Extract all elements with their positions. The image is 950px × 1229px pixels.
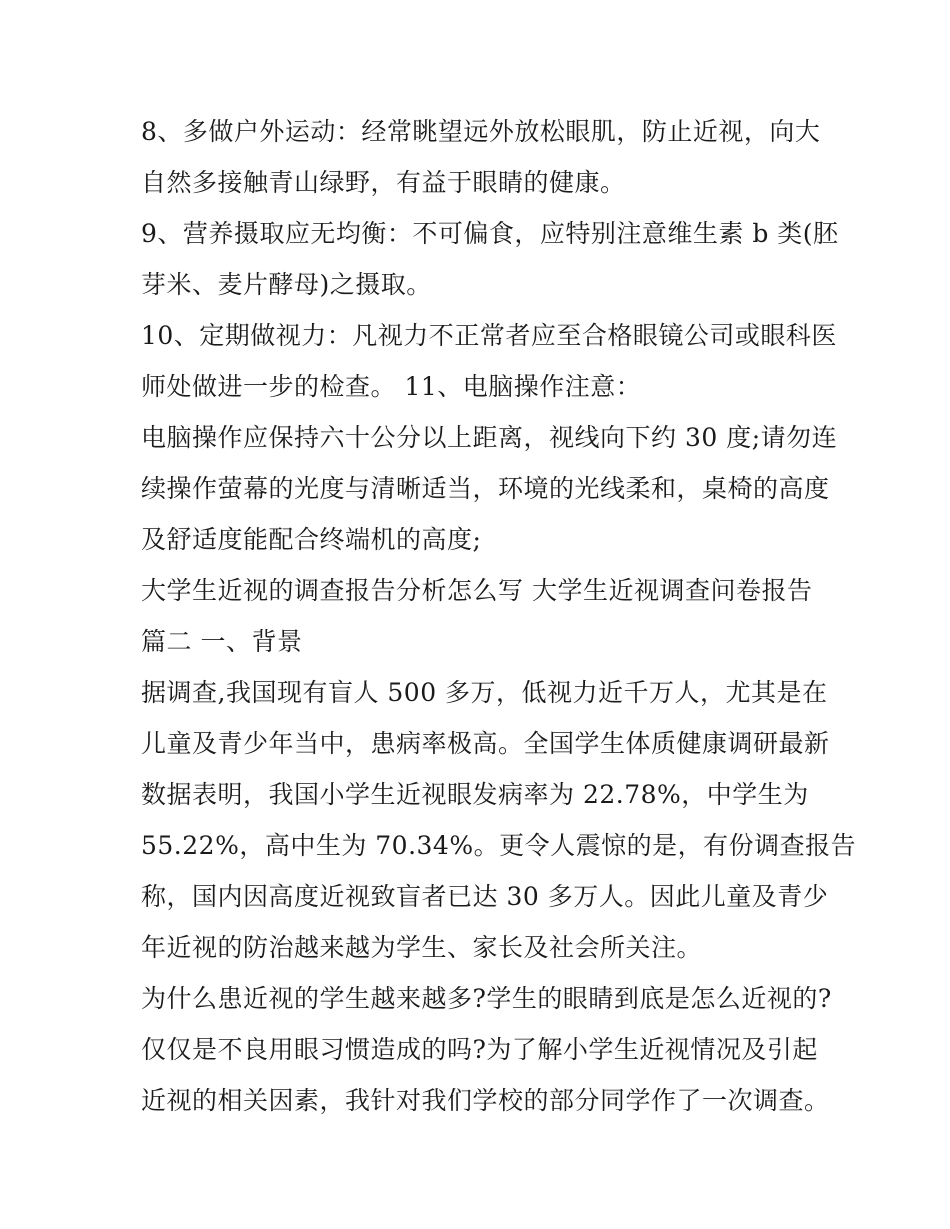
text-line: 9、营养摄取应无均衡：不可偏食，应特别注意维生素 b 类(胚 — [141, 219, 839, 248]
section-heading-line: 大学生近视的调查报告分析怎么写 大学生近视调查问卷报告 — [141, 576, 813, 605]
text-line: 8、多做户外运动：经常眺望远外放松眼肌，防止近视，向大 — [141, 117, 821, 146]
text-line: 及舒适度能配合终端机的高度; — [141, 525, 482, 554]
text-line: 仅仅是不良用眼习惯造成的吗?为了解小学生近视情况及引起 — [141, 1035, 818, 1064]
text-line: 10、定期做视力：凡视力不正常者应至合格眼镜公司或眼科医 — [141, 321, 837, 350]
text-line: 近视的相关因素，我针对我们学校的部分同学作了一次调查。 — [141, 1086, 830, 1115]
text-line: 年近视的防治越来越为学生、家长及社会所关注。 — [141, 933, 703, 962]
text-line: 数据表明，我国小学生近视眼发病率为 22.78%，中学生为 — [141, 780, 809, 809]
text-line: 儿童及青少年当中，患病率极高。全国学生体质健康调研最新 — [141, 729, 830, 758]
text-line: 续操作萤幕的光度与清晰适当，环境的光线柔和，桌椅的高度 — [141, 474, 830, 503]
text-line: 师处做进一步的检查。 11、电脑操作注意： — [141, 372, 642, 401]
text-line: 据调查,我国现有盲人 500 多万，低视力近千万人，尤其是在 — [141, 678, 828, 707]
text-line: 为什么患近视的学生越来越多?学生的眼睛到底是怎么近视的? — [141, 984, 832, 1013]
document-body — [141, 106, 857, 1126]
text-line: 芽米、麦片酵母)之摄取。 — [141, 270, 432, 299]
text-line: 称，国内因高度近视致盲者已达 30 多万人。因此儿童及青少 — [141, 882, 829, 911]
text-line: 55.22%，高中生为 70.34%。更令人震惊的是，有份调查报告 — [141, 831, 857, 860]
text-line: 电脑操作应保持六十公分以上距离，视线向下约 30 度;请勿连 — [141, 423, 838, 452]
section-heading-line: 篇二 一、背景 — [141, 627, 303, 656]
text-line: 自然多接触青山绿野，有益于眼睛的健康。 — [141, 168, 626, 197]
